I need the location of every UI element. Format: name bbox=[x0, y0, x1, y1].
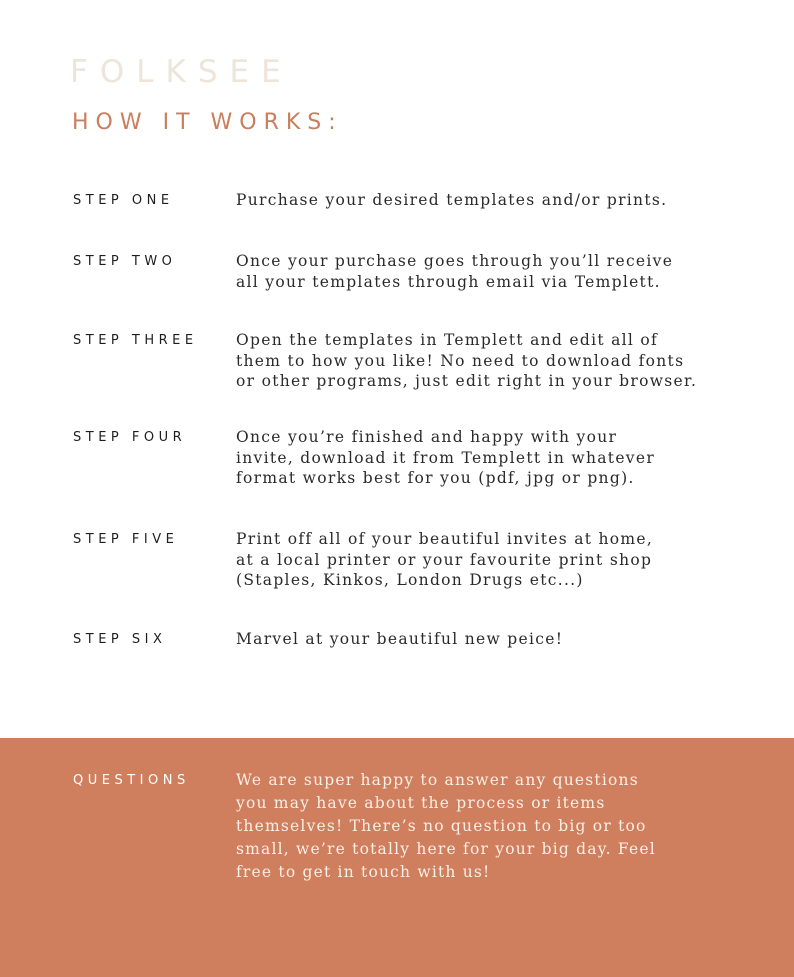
step-three-line-3: or other programs, just edit right in your browser. bbox=[236, 372, 698, 391]
step-four-line-1: Once you’re finished and happy with your bbox=[236, 428, 618, 446]
step-two-text bbox=[236, 251, 674, 292]
page-title: HOW IT WORKS: bbox=[72, 110, 343, 135]
step-two-line-2: all your templates through email via Templett. bbox=[236, 272, 661, 291]
step-five-label: STEP FIVE bbox=[73, 532, 179, 547]
questions-text bbox=[236, 769, 656, 884]
step-three-line-2: them to how you like! No need to download fonts bbox=[236, 351, 685, 370]
step-one-text bbox=[236, 190, 666, 211]
step-four-label: STEP FOUR bbox=[73, 430, 187, 445]
questions-line-5: free to get in touch with us! bbox=[236, 863, 491, 881]
step-four-line-3: format works best for you (pdf, jpg or png). bbox=[236, 469, 635, 488]
step-one-line-1: Purchase your desired templates and/or prints. bbox=[236, 191, 668, 209]
step-three-text bbox=[236, 330, 698, 392]
step-five-line-2: at a local printer or your favourite print shop bbox=[236, 550, 653, 569]
questions-line-4: small, we’re totally here for your big day. Feel bbox=[236, 840, 656, 858]
step-six-label: STEP SIX bbox=[73, 632, 167, 647]
step-three-label: STEP THREE bbox=[73, 333, 198, 348]
step-three-line-1: Open the templates in Templett and edit all of bbox=[236, 331, 659, 349]
brand-logo-text: FOLKSEE bbox=[70, 54, 293, 90]
step-two-line-1: Once your purchase goes through you’ll receive bbox=[236, 252, 674, 270]
step-four-text bbox=[236, 427, 666, 489]
questions-section bbox=[0, 738, 794, 977]
step-five-text bbox=[236, 529, 666, 591]
questions-label: QUESTIONS bbox=[73, 773, 190, 788]
step-two-label: STEP TWO bbox=[73, 254, 177, 269]
step-five-line-1: Print off all of your beautiful invites at home, bbox=[236, 530, 654, 548]
step-five-line-3: (Staples, Kinkos, London Drugs etc...) bbox=[236, 571, 584, 590]
step-six-text bbox=[236, 629, 666, 650]
questions-line-2: you may have about the process or items bbox=[236, 794, 606, 812]
step-six-line-1: Marvel at your beautiful new peice! bbox=[236, 630, 564, 648]
questions-line-3: themselves! There’s no question to big or too bbox=[236, 817, 647, 835]
step-one-label: STEP ONE bbox=[73, 193, 174, 208]
step-four-line-2: invite, download it from Templett in whatever bbox=[236, 448, 656, 467]
questions-line-1: We are super happy to answer any questions bbox=[236, 771, 639, 789]
